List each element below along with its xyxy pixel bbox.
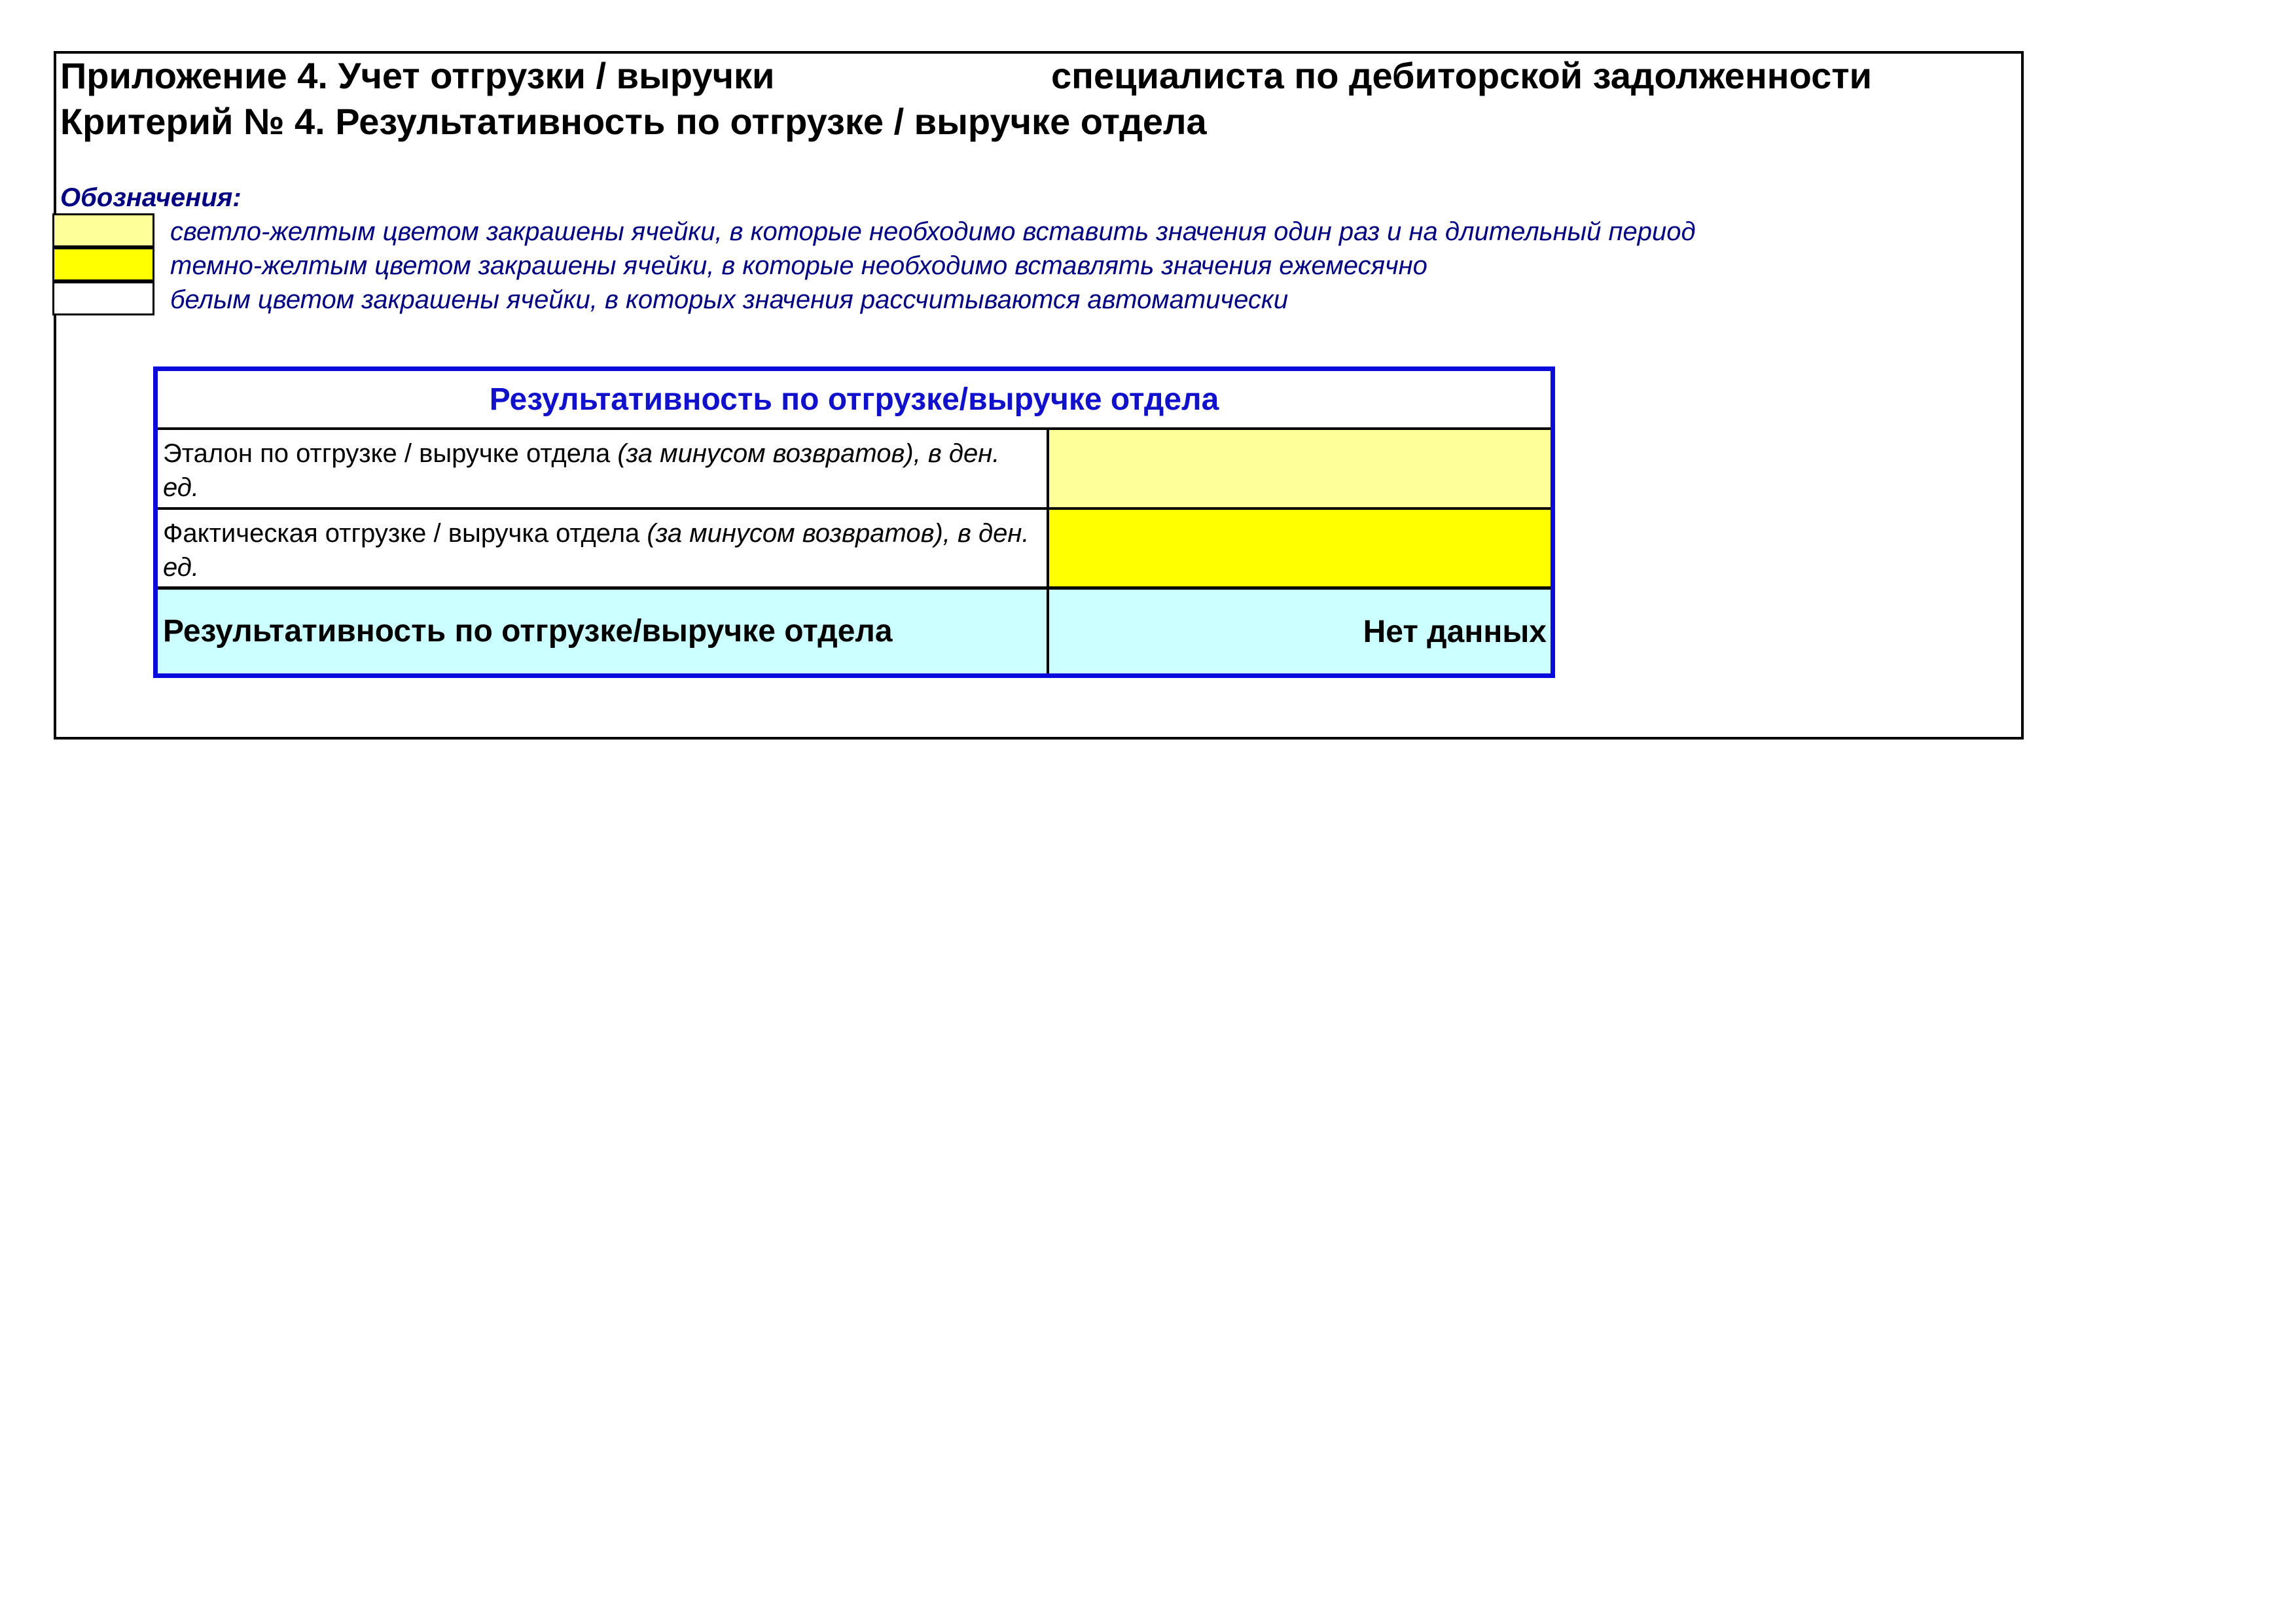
table-header: Результативность по отгрузке/выручке отдела <box>158 371 1551 430</box>
page-title-role: специалиста по дебиторской задолженности <box>1051 55 1873 96</box>
benchmark-label-note: (за минусом возвратов), в ден. ед. <box>163 439 1000 502</box>
benchmark-label <box>158 430 1049 507</box>
result-value: Нет данных <box>1363 614 1547 649</box>
page-title: Приложение 4. Учет отгрузки / выручки <box>60 55 775 96</box>
legend-swatch-dark-yellow <box>52 247 154 281</box>
legend-text-white: белым цветом закрашены ячейки, в которых значения рассчитываются автоматически <box>170 285 1289 314</box>
benchmark-value-cell[interactable] <box>1049 430 1551 507</box>
legend-text-dark-yellow: темно-желтым цветом закрашены ячейки, в которые необходимо вставлять значения ежемесячно <box>170 251 1427 280</box>
legend-swatch-white <box>52 281 154 315</box>
actual-label <box>158 510 1049 586</box>
table-row-result <box>158 590 1551 673</box>
page-subtitle: Критерий № 4. Результативность по отгрузке / выручке отдела <box>60 101 1207 142</box>
actual-label-main: Фактическая отгрузке / выручка отдела <box>163 519 647 548</box>
benchmark-label-main: Эталон по отгрузке / выручке отдела <box>163 439 618 468</box>
table-row-actual <box>158 510 1551 590</box>
actual-value-cell[interactable] <box>1049 510 1551 586</box>
table-row-benchmark <box>158 430 1551 510</box>
result-table <box>153 366 1555 678</box>
legend-swatch-light-yellow <box>52 213 154 247</box>
result-label: Результативность по отгрузке/выручке отдела <box>158 590 1049 673</box>
legend-title: Обозначения: <box>60 183 242 212</box>
legend-text-light-yellow: светло-желтым цветом закрашены ячейки, в которые необходимо вставить значения один раз и на длительный период <box>170 217 1696 246</box>
actual-label-note: (за минусом возвратов), в ден. ед. <box>163 519 1030 582</box>
